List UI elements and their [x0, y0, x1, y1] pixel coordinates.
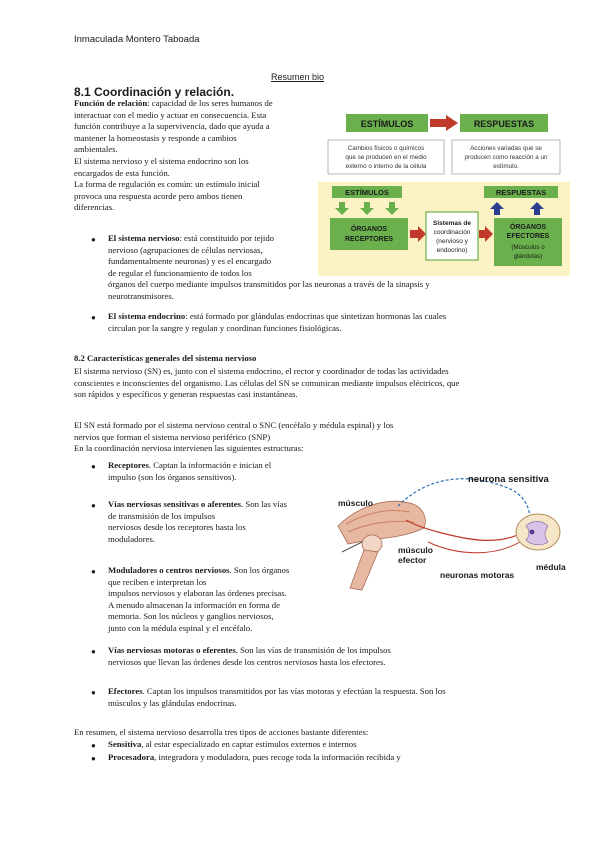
label-musculo: músculo [338, 498, 373, 508]
bullet-icon: ● [91, 688, 96, 697]
bullet-label: Procesadora [108, 752, 155, 762]
box-line: (nervioso y [436, 238, 468, 245]
text-line: ambientales. [74, 144, 118, 155]
text-line: nervioso (agrupaciones de células nerviosas, [108, 244, 263, 255]
stimulus-response-diagram [318, 100, 570, 276]
definition-line: externo o interno de la célula [345, 163, 427, 170]
section-8-1-body [74, 98, 314, 214]
text-line: junto con la médula espinal y el encéfalo. [108, 622, 253, 633]
text-line: El sistema nervioso (SN) es, junto con el sistema endocrino, el rector y coordinador de todas las actividades [74, 366, 449, 376]
text-line: de transmisión de los impulsos [108, 510, 216, 521]
bullet-label: El sistema nervioso [108, 233, 180, 243]
text-line: : capacidad de los seres humanos de [147, 98, 273, 108]
text-line: provoca una respuesta acorde pero ambos tienen [74, 190, 243, 201]
section-8-1-title: 8.1 Coordinación y relación. [74, 85, 235, 99]
box-line: ÓRGANOS [350, 226, 388, 233]
bullet-label: El sistema endocrino [108, 311, 186, 321]
text-line: que reciben e interpretan los [108, 576, 207, 587]
bullet-icon: ● [91, 501, 96, 510]
text-line: de regular el funcionamiento de todos los [108, 267, 252, 278]
bullet-icon: ● [91, 754, 96, 763]
section-8-2-structure [74, 420, 544, 455]
text-line: músculos y las glándulas endocrinas. [108, 697, 237, 708]
text-line: moduladores. [108, 533, 156, 544]
text-line: conscientes e inconscientes del organismo. Las células del SN se comunican mediante impulsos eléctricos, que [74, 377, 460, 388]
grey-matter-shape [526, 522, 548, 545]
estimulos-tag-label: ESTÍMULOS [345, 188, 389, 197]
endocrine-system-bullet [108, 311, 548, 334]
text-line: neurotransmisores. [108, 290, 174, 301]
box-line: glándulas) [513, 253, 543, 260]
text-line: mantener la homeostasis y responde a cambios [74, 132, 237, 143]
text-line: , al estar especializado en captar estímulos externos e internos [141, 739, 357, 749]
definition-line: que se producen en el medio [345, 154, 427, 161]
estimulos-label: ESTÍMULOS [360, 119, 414, 129]
section-8-2-intro [74, 366, 544, 401]
text-line: . Son los órganos [229, 565, 290, 575]
text-line: fundamentalmente neuronas) y es el encargado [108, 256, 272, 267]
text-line: diferencias. [74, 202, 115, 213]
document-title: Resumen bio [271, 72, 325, 82]
organos-receptores-box [330, 218, 408, 250]
box-line: ÓRGANOS [509, 224, 547, 231]
definition-line: Cambios físicos o químicos [347, 145, 425, 152]
text-line: A menudo almacenan la información en forma de [108, 599, 280, 610]
box-line: EFECTORES [506, 233, 550, 240]
text-line: El SN está formado por el sistema nervioso central o SNC (encéfalo y médula espinal) y los [74, 420, 394, 430]
bullet-icon: ● [91, 741, 96, 750]
bullet-label: Sensitiva [108, 739, 142, 749]
bullet-icon: ● [91, 567, 96, 576]
arrow-right-icon [430, 115, 458, 131]
bullet-label: Vías nerviosas sensitivas o aferentes [108, 499, 242, 509]
text-line: nerviosos desde los receptores hasta los [108, 522, 246, 533]
bullet-label: Moduladores o centros nerviosos [108, 565, 230, 575]
text-line: interactuar con el medio y actuar en consecuencia. Esta [74, 109, 267, 120]
text-line: La forma de regulación es común: un estímulo inicial [74, 179, 260, 190]
text-line: , integradora y moduladora, pues recoge toda la información recibida y [154, 752, 401, 762]
reflex-arc-illustration [328, 466, 578, 594]
label-neurona-sensitiva: neurona sensitiva [468, 474, 549, 485]
bullet-icon: ● [91, 462, 96, 471]
bullet-icon: ● [91, 235, 96, 244]
definition-line: producen como reacción a un [464, 154, 548, 161]
sensitiva-bullet [108, 739, 548, 751]
text-line: . Son las vías [241, 499, 287, 509]
box-line: (Músculos o [511, 244, 545, 251]
box-line: coordinación [433, 229, 471, 236]
label-musculo-efector-2: efector [398, 555, 427, 565]
moduladores-bullet [108, 565, 348, 635]
neuron-cell-body [530, 530, 535, 535]
text-line: órganos del cuerpo mediante impulsos transmitidos por las neuronas a través de la sinapsis y [108, 279, 430, 290]
text-line: impulso (son los órganos sensitivos). [108, 471, 237, 482]
box-line: RECEPTORES [344, 236, 394, 243]
text-line: : está formado por glándulas endocrinas que sintetizan hormonas las cuales [185, 311, 447, 321]
procesadora-bullet [108, 752, 548, 764]
receptores-bullet [108, 460, 328, 483]
text-line: El sistema nervioso y el sistema endocrino son los [74, 155, 249, 166]
bullet-label: Vías nerviosas motoras o eferentes [108, 645, 236, 655]
bullet-icon: ● [91, 313, 96, 322]
lower-leg-shape [350, 550, 378, 590]
vias-motoras-bullet [108, 645, 548, 668]
respuestas-tag-label: RESPUESTAS [495, 188, 547, 197]
bullet-label: Efectores [108, 686, 143, 696]
text-line: . Captan los impulsos transmitidos por las vías motoras y efectúan la respuesta. Son los [142, 686, 446, 696]
definition-line: Acciones variadas que se [470, 145, 542, 152]
text-line: memoria. Son los núcleos y ganglios nerviosos, [108, 611, 274, 622]
bullet-label: Receptores [108, 460, 149, 470]
text-line: nervios que forman el sistema nervioso periférico (SNP) [74, 431, 271, 442]
box-line: Sistemas de [433, 220, 471, 227]
text-line: impulsos nerviosos y elaboran las órdenes precisas. [108, 588, 287, 599]
label-medula: médula [536, 562, 566, 572]
label-neuronas-motoras: neuronas motoras [440, 570, 515, 580]
bullet-icon: ● [91, 647, 96, 656]
text-line: circulan por la sangre y regulan y coordinan funciones fisiológicas. [108, 322, 342, 333]
vias-sensitivas-bullet [108, 499, 328, 545]
text-line: función contribuye a la supervivencia, dado que ayuda a [74, 121, 270, 132]
text-line: . Captan la información e inician el [148, 460, 272, 470]
text-line: En la coordinación nerviosa intervienen las siguientes estructuras: [74, 443, 304, 454]
summary-paragraph: En resumen, el sistema nervioso desarrolla tres tipos de acciones bastante diferentes: [74, 727, 369, 737]
text-line: nerviosos que llevan las órdenes desde los centros nerviosos hasta los efectores. [108, 656, 386, 667]
author-name: Inmaculada Montero Taboada [74, 34, 200, 45]
text-line: . Son las vías de transmisión de los impulsos [235, 645, 391, 655]
section-8-2-title: 8.2 Características generales del sistema nervioso [74, 353, 257, 363]
text-line: : está constituido por tejido [179, 233, 275, 243]
relation-function-label: Función de relación [74, 98, 148, 108]
text-line: encargados de esta función. [74, 167, 170, 178]
box-line: endocrino) [436, 247, 468, 254]
efectores-bullet [108, 686, 548, 709]
definition-line: estímulo. [493, 163, 519, 170]
respuestas-label: RESPUESTAS [473, 119, 535, 129]
label-musculo-efector-1: músculo [398, 545, 433, 555]
text-line: son rápidos y específicos y generan respuestas casi instantáneas. [74, 389, 298, 400]
